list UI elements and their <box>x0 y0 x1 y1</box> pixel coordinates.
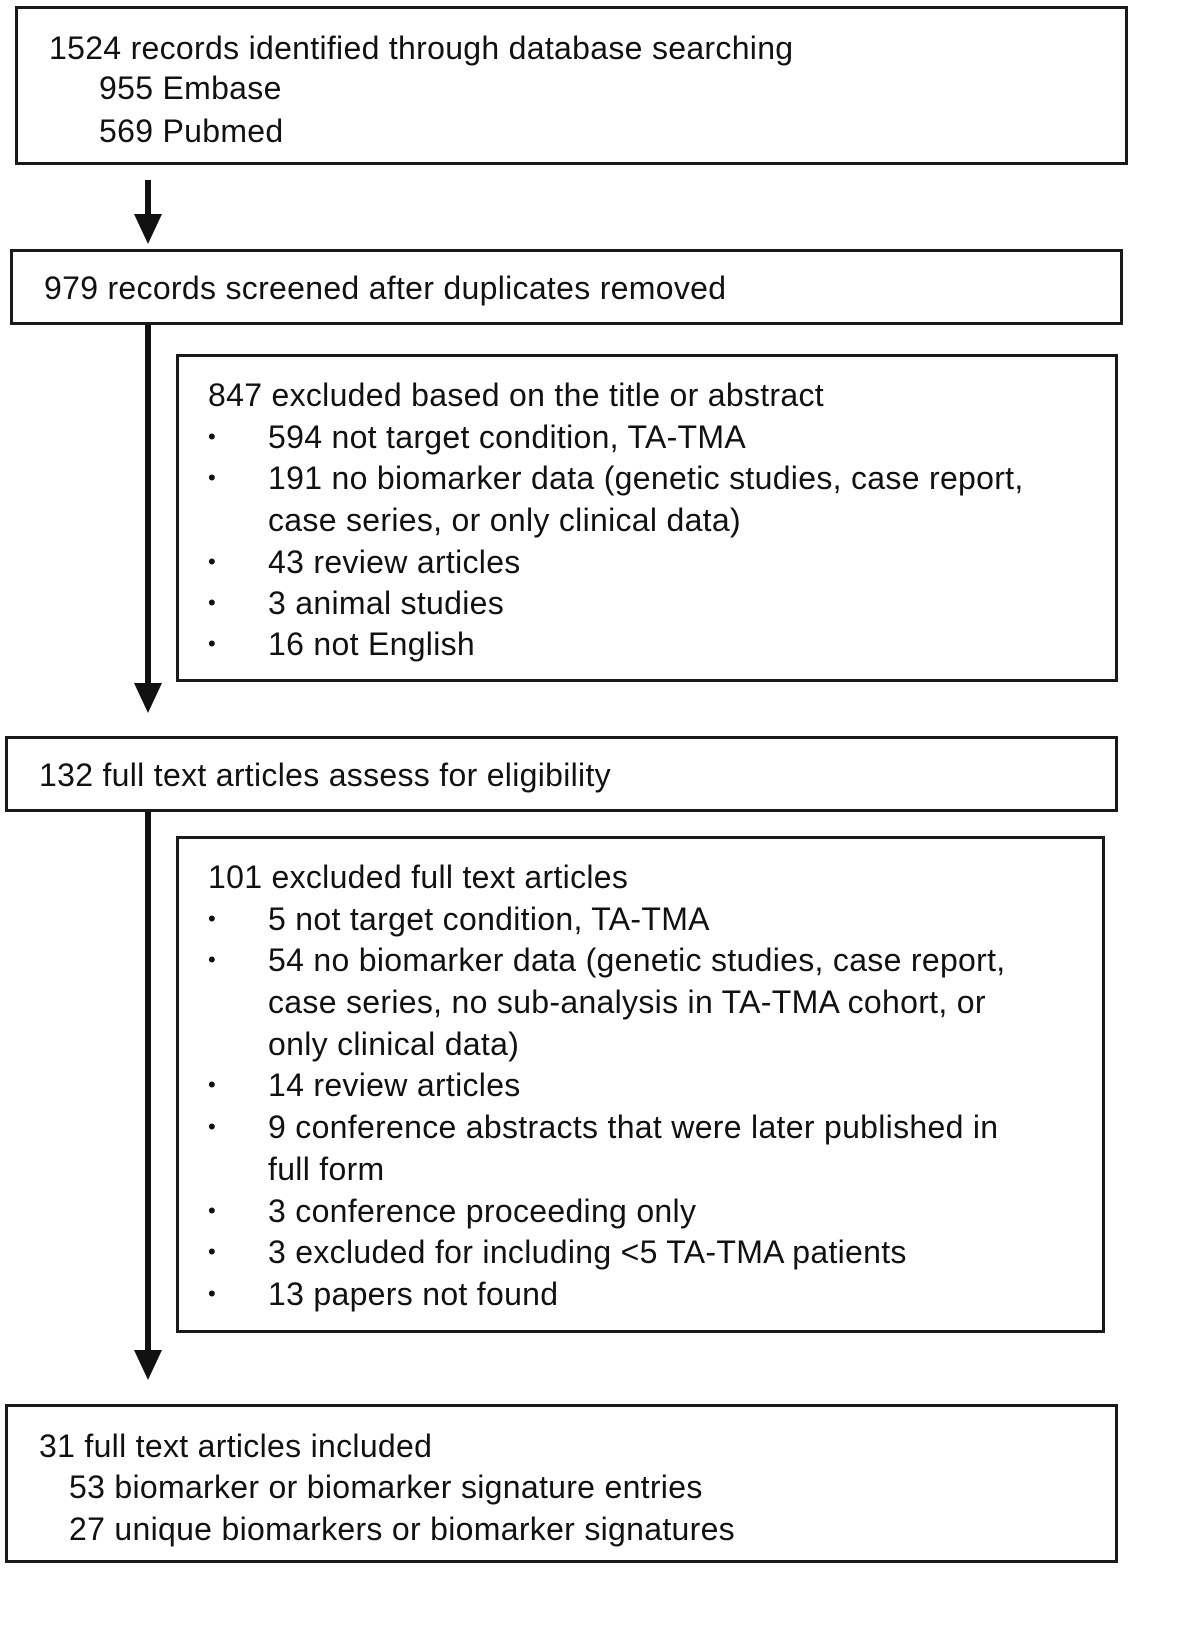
exclusion2-item: 13 papers not found <box>268 1276 559 1312</box>
exclusion2-item: 14 review articles <box>268 1067 521 1103</box>
exclusion2-item: 3 excluded for including <5 TA-TMA patients <box>268 1234 907 1270</box>
exclusion1-item: 16 not English <box>268 626 476 662</box>
included-title: 31 full text articles included <box>39 1428 433 1464</box>
bullet: • <box>208 549 216 574</box>
exclusion2-item: 54 no biomarker data (genetic studies, case report, <box>268 942 1006 978</box>
arrow-2-head <box>134 683 162 713</box>
included-detail: 53 biomarker or biomarker signature entries <box>69 1469 703 1505</box>
eligibility-title: 132 full text articles assess for eligibility <box>39 757 611 793</box>
bullet: • <box>208 631 216 656</box>
exclusion2-item: 3 conference proceeding only <box>268 1193 697 1229</box>
exclusion-title-abstract-box <box>176 354 1118 682</box>
exclusion1-item-continued: case series, or only clinical data) <box>268 502 741 538</box>
arrow-1-head <box>134 214 162 244</box>
exclusion1-item: 3 animal studies <box>268 585 505 621</box>
exclusion1-title: 847 excluded based on the title or abstract <box>208 377 824 413</box>
arrow-3-head <box>134 1350 162 1380</box>
source-pubmed: 569 Pubmed <box>99 113 284 149</box>
exclusion2-item: 9 conference abstracts that were later published in <box>268 1109 999 1145</box>
exclusion2-item: 5 not target condition, TA-TMA <box>268 901 710 937</box>
bullet: • <box>208 465 216 490</box>
bullet: • <box>208 590 216 615</box>
exclusion2-item-continued: case series, no sub-analysis in TA-TMA cohort, or <box>268 984 986 1020</box>
eligibility-box <box>5 736 1118 812</box>
arrow-3-shaft <box>145 812 151 1352</box>
screening-box <box>10 249 1123 325</box>
bullet: • <box>208 1072 216 1097</box>
included-box <box>5 1404 1118 1563</box>
bullet: • <box>208 1281 216 1306</box>
included-detail: 27 unique biomarkers or biomarker signatures <box>69 1511 735 1547</box>
bullet: • <box>208 424 216 449</box>
exclusion1-item: 43 review articles <box>268 544 521 580</box>
exclusion2-title: 101 excluded full text articles <box>208 859 629 895</box>
exclusion2-item-continued: only clinical data) <box>268 1026 520 1062</box>
identification-title: 1524 records identified through database searching <box>49 30 794 66</box>
bullet: • <box>208 1114 216 1139</box>
exclusion-full-text-box <box>176 836 1105 1333</box>
bullet: • <box>208 947 216 972</box>
exclusion1-item: 594 not target condition, TA-TMA <box>268 419 746 455</box>
exclusion2-item-continued: full form <box>268 1151 385 1187</box>
bullet: • <box>208 1239 216 1264</box>
identification-box <box>15 6 1128 165</box>
source-embase: 955 Embase <box>99 70 282 106</box>
arrow-1-shaft <box>145 180 151 216</box>
exclusion1-item: 191 no biomarker data (genetic studies, case report, <box>268 460 1024 496</box>
arrow-2-shaft <box>145 325 151 685</box>
bullet: • <box>208 906 216 931</box>
screening-title: 979 records screened after duplicates removed <box>44 270 727 306</box>
bullet: • <box>208 1198 216 1223</box>
